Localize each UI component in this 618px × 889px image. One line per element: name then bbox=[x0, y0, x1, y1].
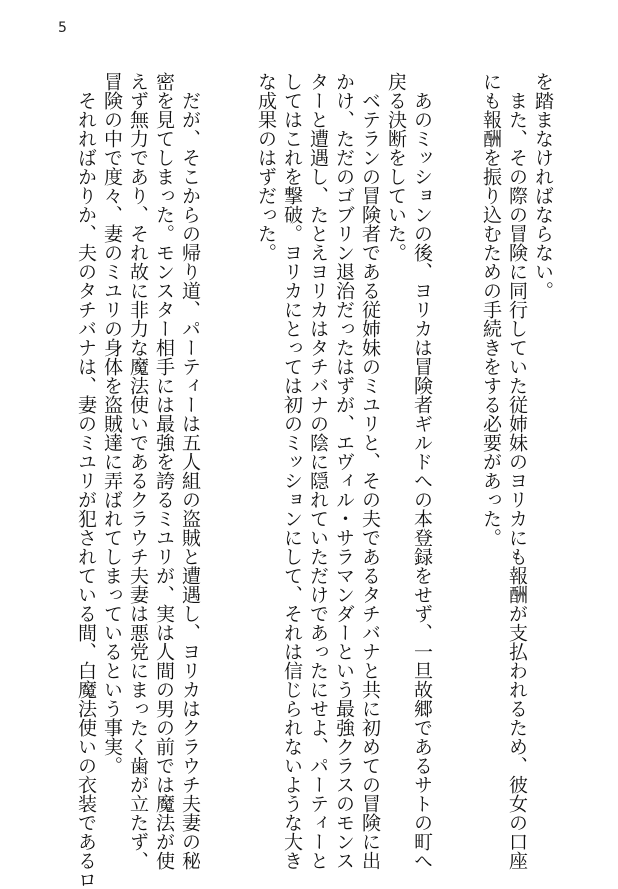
text-line: してはこれを撃破。ヨリカにとっては初のミッションにして、それは信じられないような大き bbox=[281, 72, 303, 870]
text-line: 戻る決断をしていた。 bbox=[385, 72, 407, 262]
page-number: 5 bbox=[58, 20, 67, 36]
text-line: ターと遭遇し、たとえヨリカはタチバナの陰に隠れていただけであったにせよ、パーティーと bbox=[307, 72, 329, 870]
text-line: あのミッションの後、ヨリカは冒険者ギルドへの本登録をせず、一旦故郷であるサトの町へ bbox=[411, 72, 433, 870]
text-line: また、その際の冒険に同行していた従姉妹のヨリカにも報酬が支払われるため、彼女の口座 bbox=[506, 72, 528, 870]
text-line: それればかりか、夫のタチバナは、妻のミユリが犯されている間、白魔法使いの衣装であるロ bbox=[75, 72, 97, 889]
text-line: 冒険の中で度々、妻のミユリの身体を盗賊達に弄ばれてしまっているという事実。 bbox=[101, 72, 123, 775]
text-line: ベテランの冒険者である従姉妹のミユリと、その夫であるタチバナと共に初めての冒険に出 bbox=[359, 72, 381, 870]
text-line: な成果のはずだった。 bbox=[255, 72, 277, 262]
text-line: にも報酬を振り込むための手続きをする必要があった。 bbox=[480, 72, 502, 547]
text-line: 密を見てしまった。モンスター相手には最強を誇るミユリが、実は人間の男の前では魔法が使 bbox=[153, 72, 175, 870]
text-line: だが、そこからの帰り道、パーティーは五人組の盗賊と遭遇し、ヨリカはクラウチ夫妻の秘 bbox=[179, 72, 201, 870]
text-line: を踏まなければならない。 bbox=[532, 72, 554, 300]
text-line: かけ、ただのゴブリン退治だったはずが、エヴィル・サラマンダーという最強クラスのモンス bbox=[333, 72, 355, 870]
text-line: えず無力であり、それ故に非力な魔法使いであるクラウチ夫妻は悪党にまったく歯が立たず、 bbox=[127, 72, 149, 870]
